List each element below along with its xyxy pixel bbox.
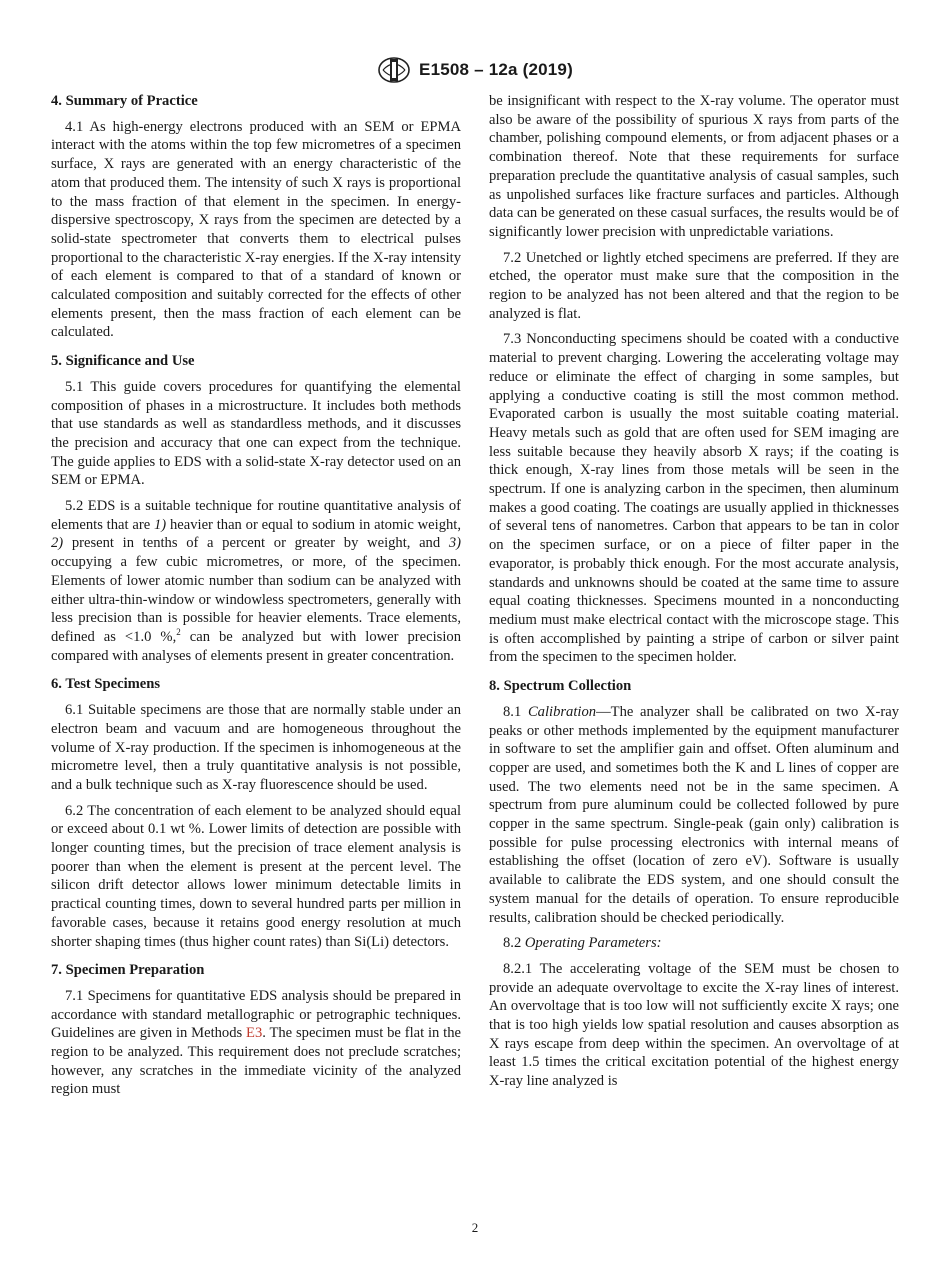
para-7-2: 7.2 Unetched or lightly etched specimens are preferred. If they are etched, the operator must make sure that the composition in the region to be analyzed has not been altered and that the region to be analyzed is flat. bbox=[489, 249, 899, 322]
para-6-1: 6.1 Suitable specimens are those that are normally stable under an electron beam and vacuum and are homogeneous throughout the volume of X-ray production. If the specimen is inhomogeneous at the micrometre level, then a truly quantitative analysis is not possible, and a bulk technique such as X-ray fluorescence should be used. bbox=[51, 702, 461, 793]
section-5-title: 5. Significance and Use bbox=[51, 353, 195, 370]
para-8-1: 8.1 Calibration—The analyzer shall be calibrated on two X-ray peaks or other methods implemented by the equipment manufacturer in software to set the amplifier gain and offset. Often aluminum and copper are used, and sometimes both the K and L lines of copper are used. The two elements need not be in the same specimen. A spectrum from pure aluminum could be collected followed by pure copper in the same spectrum. Single-peak (gain only) calibration is possible for pulse processing electronics with internal means of establishing the offset (location of zero eV). Software is usually available to calibrate the EDS system, and one should consult the system manual for the details of operation. To ensure reproducible results, calibration should be checked periodically. bbox=[489, 703, 899, 926]
astm-logo-icon bbox=[377, 56, 411, 84]
para-7-1-continued: be insignificant with respect to the X-ray volume. The operator must also be aware of the possibility of spurious X rays from parts of the chamber, polishing compound elements, or from adjacent phases or a combination thereof. Note that these requirements for surface preparation preclude the quantitative analysis of casual samples, such as unpolished surfaces like fracture surfaces and particles. Although data can be generated on these casual surfaces, the results would be of significantly lower precision with unpredictable variations. bbox=[489, 93, 899, 240]
left-column bbox=[51, 92, 461, 1106]
para-5-1: 5.1 This guide covers procedures for quantifying the elemental composition of phases in a microstructure. It includes both methods that use standards as well as standardless methods, and it discusses the precision and accuracy that one can expect from the technique. The guide applies to EDS with a solid-state X-ray detector used on an SEM or EPMA. bbox=[51, 378, 461, 489]
right-column bbox=[489, 92, 899, 1098]
para-7-1: 7.1 Specimens for quantitative EDS analysis should be prepared in accordance with standard metallographic or petrographic techniques. Guidelines are given in Methods E3. The specimen must be flat in the region to be analyzed. This requirement does not preclude scratches; however, any scratches in the immediate vicinity of the analyzed region must bbox=[51, 987, 461, 1098]
para-8-2: 8.2 Operating Parameters: bbox=[503, 935, 662, 952]
para-8-2-1: 8.2.1 The accelerating voltage of the SEM must be chosen to provide an adequate overvoltage to excite the X-ray lines of interest. An overvoltage that is too low will not sufficiently excite X rays; one that is too high yields low spatial resolution and causes absorption as X rays escape from deep within the specimen. An overvoltage of at least 1.5 times the critical excitation potential of the highest energy X-ray line analyzed is bbox=[489, 960, 899, 1090]
section-6-title: 6. Test Specimens bbox=[51, 676, 161, 693]
footnote-ref-2[interactable]: 2 bbox=[176, 627, 181, 638]
page-header bbox=[0, 55, 950, 85]
section-8-title: 8. Spectrum Collection bbox=[489, 678, 632, 695]
reference-link-e3[interactable]: E3 bbox=[246, 1025, 263, 1042]
para-4-1: 4.1 As high-energy electrons produced with an SEM or EPMA interact with the atoms within the top few micrometres of a specimen surface, X rays are generated with an energy characteristic of the atom that produced them. The intensity of such X rays is proportional to the mass fraction of that element in the specimen. In energy-dispersive spectroscopy, X rays from the specimen are detected by a solid-state spectrometer that converts them to electrical pulses proportional to the characteristic X-ray energies. If the X-ray intensity of each element is compared to that of a standard of known or calculated composition and suitably corrected for the effects of other elements present, then the mass fraction of each element can be calculated. bbox=[51, 118, 461, 341]
document-id: E1508 – 12a (2019) bbox=[419, 60, 573, 79]
section-7-title: 7. Specimen Preparation bbox=[51, 962, 205, 979]
para-5-2: 5.2 EDS is a suitable technique for routine quantitative analysis of elements that are 1) heavier than or equal to sodium in atomic weight, 2) present in tenths of a percent or greater by weight, and 3) occupying a few cubic micrometres, or more, of the specimen. Elements of lower atomic number than sodium can be analyzed with either ultra-thin-window or windowless spectrometers, generally with less precision than is possible for heavier elements. Trace elements, defined as <1.0 %,$^2$ can be analyzed but with lower precision compared with analyses of elements present in greater concentration. bbox=[51, 498, 462, 664]
para-7-3: 7.3 Nonconducting specimens should be coated with a conductive material to prevent charging. Lowering the accelerating voltage may reduce or eliminate the effect of charging in some samples, but applying a conductive coating is still the most common method. Evaporated carbon is usually the most suitable coating material. Heavy metals such as gold that are often used for SEM imaging are less suitable because they heavily absorb X rays; if the coating is thick enough, X-ray lines from those metals will be seen in the spectrum. If one is analyzing carbon in the specimen, then aluminum makes a good coating. The coatings are usually applied in thicknesses of several tens of nanometres. Carbon that appears to be tan in color on the specimen surface, or on a piece of filter paper in the evaporator, is probably thick enough. For the most accurate analysis, standards and unknowns should be coated at the same time to assure equal coating thicknesses. Specimens mounted in a nonconducting medium must make electrical contact with the microscope stage. This is often accomplished by painting a stripe of carbon or silver paint from the specimen to the specimen holder. bbox=[489, 331, 899, 666]
para-6-2: 6.2 The concentration of each element to be analyzed should equal or exceed about 0.1 wt %. Lower limits of detection are possible with longer counting times, but the precision of trace element analysis is poorer than when the element is present at the percent level. The silicon drift detector allows lower minimum detectable limits in practical counting times, down to several hundred parts per million in favorable cases, because it retains good energy resolution at much shorter shaping times (thus higher count rates) than Si(Li) detectors. bbox=[51, 802, 461, 950]
page-number: 2 bbox=[471, 1220, 479, 1235]
section-4-title: 4. Summary of Practice bbox=[51, 93, 198, 109]
